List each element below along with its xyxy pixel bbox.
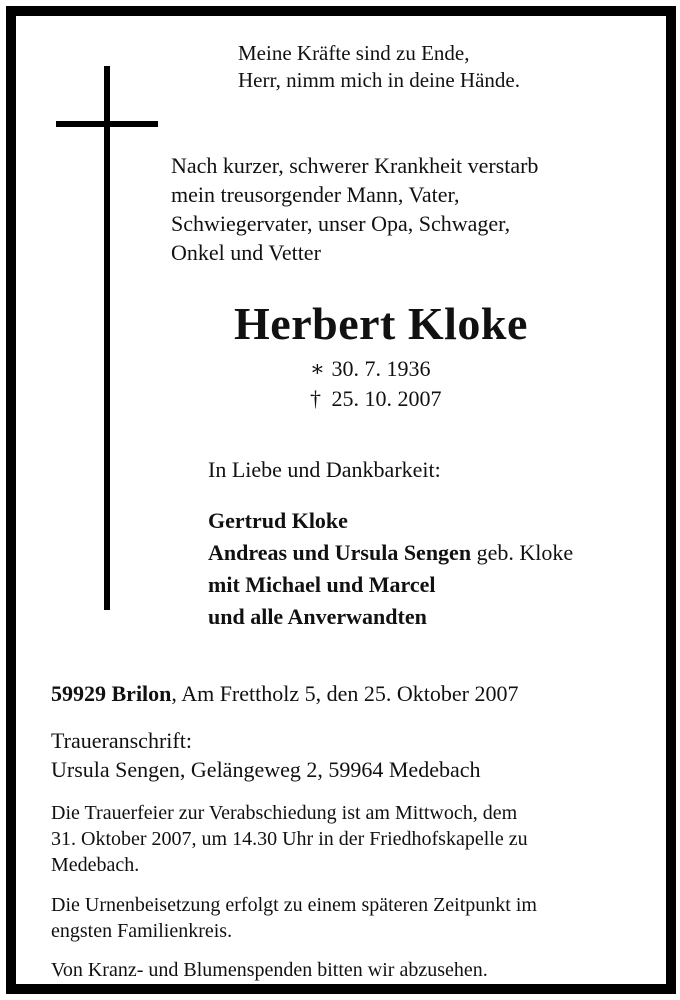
cross-vertical-bar <box>104 66 110 610</box>
thanks-line: In Liebe und Dankbarkeit: <box>208 457 441 482</box>
death-date: 25. 10. 2007 <box>331 386 442 411</box>
family-member: Gertrud Kloke <box>208 508 348 533</box>
death-cross-icon: † <box>310 386 321 411</box>
cross-horizontal-bar <box>56 121 158 127</box>
verse-line: Herr, nimm mich in deine Hände. <box>238 68 520 92</box>
urn-line: Die Urnenbeisetzung erfolgt zu einem späteren Zeitpunkt im <box>51 894 537 916</box>
mourning-address-label: Traueranschrift: <box>51 728 192 753</box>
urn-line: engsten Familienkreis. <box>51 920 233 942</box>
birth-star-icon: ∗ <box>310 356 325 381</box>
birth-date: 30. 7. 1936 <box>331 356 431 381</box>
family-member: und alle Anverwandten <box>208 604 427 629</box>
birth-date-row <box>310 354 442 384</box>
family-member-bold: Andreas und Ursula Sengen <box>208 540 472 565</box>
intro-line: Nach kurzer, schwerer Krankheit verstarb <box>171 153 539 178</box>
ceremony-line: 31. Oktober 2007, um 14.30 Uhr in der Friedhofskapelle zu <box>51 828 528 850</box>
verse <box>238 40 520 94</box>
intro-text <box>171 151 538 267</box>
intro-line: mein treusorgender Mann, Vater, <box>171 182 460 207</box>
place-and-date <box>51 679 518 709</box>
life-dates <box>310 354 442 414</box>
ceremony-note <box>51 800 528 878</box>
intro-line: Schwiegervater, unser Opa, Schwager, <box>171 211 511 236</box>
family-member <box>208 537 573 569</box>
family-member-note: geb. Kloke <box>471 540 574 565</box>
family-member: mit Michael und Marcel <box>208 572 436 597</box>
family-list <box>208 505 573 633</box>
mourning-address-value: Ursula Sengen, Gelängeweg 2, 59964 Medebach <box>51 757 481 782</box>
intro-line: Onkel und Vetter <box>171 240 321 265</box>
obituary-frame <box>6 6 676 994</box>
verse-line: Meine Kräfte sind zu Ende, <box>238 41 470 65</box>
flowers-note: Von Kranz- und Blumenspenden bitten wir abzusehen. <box>51 959 488 981</box>
ceremony-line: Die Trauerfeier zur Verabschiedung ist am Mittwoch, dem <box>51 802 518 824</box>
deceased-name: Herbert Kloke <box>234 298 528 349</box>
place-rest: , Am Frettholz 5, den 25. Oktober 2007 <box>171 681 519 706</box>
ceremony-line: Medebach. <box>51 854 140 876</box>
place-city: 59929 Brilon <box>51 681 172 706</box>
death-date-row <box>310 384 442 414</box>
mourning-address <box>51 726 480 784</box>
urn-note <box>51 892 537 944</box>
